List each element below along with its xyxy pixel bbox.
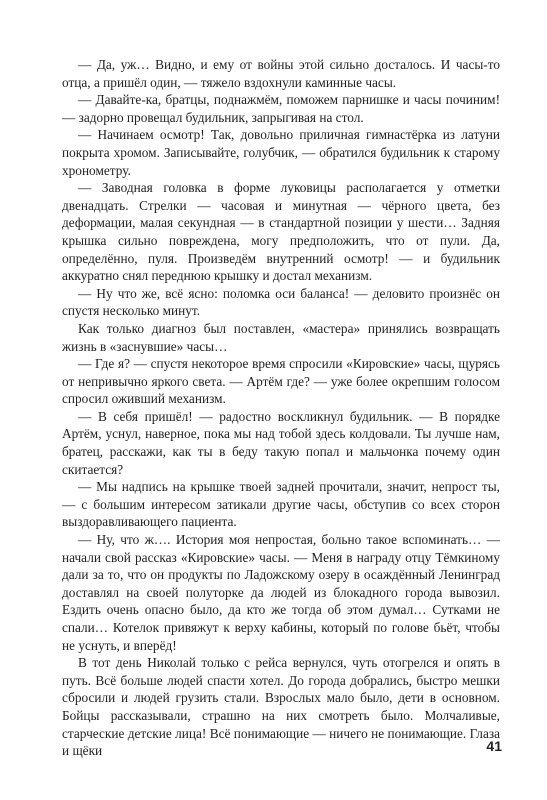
paragraph-3: — Начинаем осмотр! Так, довольно приличная гимнастёрка из латуни покрыта хромом. Записывайте, голубчик, — обратился будильник к старому хронометру. bbox=[62, 127, 500, 178]
paragraph-6: Как только диагноз был поставлен, «мастера» принялись возвращать жизнь в «заснувшие» часы… bbox=[62, 320, 500, 354]
paragraph-4: — Заводная головка в форме луковицы располагается у отметки двенадцать. Стрелки — часовая и минутная — чёрного цвета, без деформации, малая секундная — в стандартной позиции у шести… Задняя крышка сильно повреждена, могу предположить, что от пули. Да, определённо, пуля. Произведём внутренний осмотр! — и будильник аккуратно снял переднюю крышку и достал механизм. bbox=[62, 180, 500, 284]
paragraph-1: — Да, уж… Видно, и ему от войны этой сильно досталось. И часы-то отца, а пришёл один, — тяжело вздохнули каминные часы. bbox=[62, 57, 500, 90]
paragraph-11: В тот день Николай только с рейса вернулся, чуть отогрелся и опять в путь. Всё больше людей спасти хотел. До города добрались, быстро мешки сбросили и людей грузить стали. Взрослых мало было, дети в основном. Бойцы рассказывали, страшно на них смотреть было. Молчаливые, старческие детские лица! Всё понимающие — ничего не понимающие. Глаза и щёки bbox=[62, 655, 500, 759]
paragraph-10: — Ну, что ж…. История моя непростая, больно такое вспоминать… — начали свой рассказ «Кировские» часы. — Меня в награду отцу Тёмкиному дали за то, что он продукты по Ладожскому озеру в осаждённый Ленинград доставлял на своей полуторке да людей из блокадного города вывозил. Ездить очень опасно было, да кто же тогда об этом думал… Сутками не спали… Котелок привяжут к верху кабины, который по голове бьёт, чтобы не уснуть, и вперёд! bbox=[62, 532, 500, 653]
paragraph-8: — В себя пришёл! — радостно воскликнул будильник. — В порядке Артём, уснул, наверное, пока мы над тобой здесь колдовали. Ты лучше нам, братец, расскажи, как ты в беду такую попал и мальчонка почему один скитается? bbox=[62, 408, 500, 477]
body-text bbox=[62, 56, 500, 760]
paragraph-2: — Давайте-ка, братцы, поднажмём, поможем парнишке и часы починим! — задорно провещал будильник, запрыгивая на стол. bbox=[62, 92, 500, 125]
page-number: 41 bbox=[486, 738, 502, 754]
paragraph-5: — Ну что же, всё ясно: поломка оси баланса! — деловито произнёс он спустя несколько минут. bbox=[62, 285, 500, 319]
paragraph-9: — Мы надпись на крышке твоей задней прочитали, значит, непрост ты, — с большим интересом затикали другие часы, обступив со всех сторон выздоравливающего пациента. bbox=[62, 479, 500, 530]
paragraph-7: — Где я? — спустя некоторое время спросили «Кировские» часы, щурясь от непривычно яркого света. — Артём где? — уже более окрепшим голосом спросил оживший механизм. bbox=[62, 356, 500, 407]
